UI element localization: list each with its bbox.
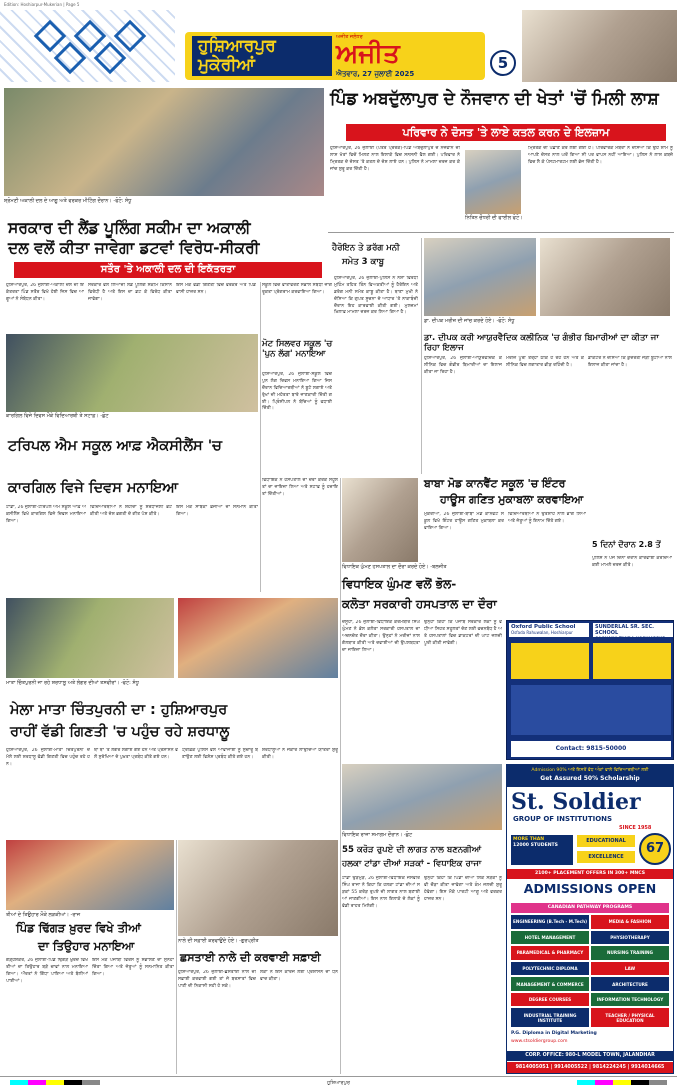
quote-box (332, 238, 416, 274)
ad-phones: 9814005051 | 9914005522 | 9814224245 | 9914014665 (507, 1062, 673, 1073)
headline-land-2: ਦਲ ਵਲੋਂ ਕੀਤਾ ਜਾਵੇਗਾ ਡਟਵਾਂ ਵਿਰੋਧ-ਸੀਕਰੀ (8, 239, 260, 257)
ad-placement: 2100+ PLACEMENT OFFERS IN 300+ MNCS (507, 869, 673, 879)
footer-label: ਹੁਸ਼ਿਆਰਪੁਰ (327, 1080, 350, 1086)
ad-years-badge: 67 (639, 833, 671, 865)
ad-canadian: CANADIAN PATHWAY PROGRAMS (511, 903, 669, 913)
photo-mela-2 (178, 598, 338, 678)
ad-school-right-sub: GAGHANA TANDA HOSHIARPUR (595, 636, 666, 641)
ad-tag-1: EDUCATIONAL (577, 835, 635, 847)
body-kargil-3: ਇਸ ਮੌਕੇ ਸਾਬਕਾ ਫ਼ੌਜੀਆਂ ਦਾ ਸਨਮਾਨ ਕੀਤਾ ਗਿਆ। (176, 505, 258, 517)
ad-more: MORE THAN (513, 837, 545, 842)
caption-clinic: ਡਾ. ਦੀਪਕ ਮਰੀਜ਼ ਦੀ ਜਾਂਚ ਕਰਦੇ ਹੋਏ। -ਫੋਟੋ: ਸੰਧੂ (424, 318, 515, 324)
headline-tree: ਮੋਟ ਸਿਲਵਰ ਸਕੂਲ 'ਚ 'ਪੁਨ ਲੱਗ' ਮਨਾਇਆ (262, 339, 333, 359)
body-road-1: ਟਾਂਡਾ ਉੜਮੁੜ, 26 ਜੁਲਾਈ-ਵਿਧਾਇਕ ਜਸਵੀਰ ਸਿੰਘ ਰਾਜਾ ਨੇ ਕਿਹਾ ਕਿ ਹਲਕਾ ਟਾਂਡਾ ਦੀਆਂ ਸੜਕਾਂ 55 ਕਰੋੜ ਰੁਪਏ ਦੀ ਲਾਗਤ ਨਾਲ ਬਣਾਈਆਂ ਜਾਣਗੀਆਂ। ਇਸ ਨਾਲ ਇਲਾਕੇ ਦੇ ਲੋਕਾਂ ਨੂੰ ਵੱਡੀ ਰਾਹਤ ਮਿਲੇਗੀ। (342, 876, 420, 909)
body-land-2: ਸਰਕਾਰ ਵਲੋਂ ਲਿਆਂਦੀ ਲੈਂਡ ਪੂਲਿੰਗ ਸਕੀਮ ਕਿਸਾਨ ਵਿਰੋਧੀ ਹੈ ਅਤੇ ਇਸ ਦਾ ਡਟ ਕੇ ਵਿਰੋਧ ਕੀਤਾ ਜਾਵੇਗਾ। (88, 283, 172, 302)
body-lash-1: ਹੁਸ਼ਿਆਰਪੁਰ, 26 ਜੁਲਾਈ (ਪੱਤਰ ਪ੍ਰੇਰਕ)-ਪਿੰਡ ਅਬਦੁੱਲਾਪੁਰ ਦੇ ਨੌਜਵਾਨ ਦੀ ਲਾਸ਼ ਖੇਤਾਂ ਵਿਚੋਂ ਮਿਲਣ ਨਾਲ ਇਲਾਕੇ ਵਿਚ ਸਨਸਨੀ ਫੈਲ ਗਈ। ਪਰਿਵਾਰ ਨੇ ਮ੍ਰਿਤਕ ਦੇ ਦੋਸਤ 'ਤੇ ਕਤਲ ਦੇ ਦੋਸ਼ ਲਾਏ ਹਨ। ਪੁਲਿਸ ਨੇ ਮਾਮਲਾ ਦਰਜ ਕਰ ਕੇ ਜਾਂਚ ਸ਼ੁਰੂ ਕਰ ਦਿੱਤੀ ਹੈ। (330, 146, 460, 172)
subhead-lash: ਪਰਿਵਾਰ ਨੇ ਦੋਸਤ 'ਤੇ ਲਾਏ ਕਤਲ ਕਰਨ ਦੇ ਇਲਜ਼ਾਮ (346, 124, 666, 141)
ad-course-item: PHYSIOTHERAPY (591, 931, 669, 945)
photo-clinic-1 (424, 238, 536, 316)
region-line-1: ਹੁਸ਼ਿਆਰਪੁਰ (198, 36, 276, 56)
ad-course-item: INDUSTRIAL TRAINING INSTITUTE (511, 1008, 589, 1027)
headline-road-1: 55 ਕਰੋੜ ਰੁਪਏ ਦੀ ਲਾਗਤ ਨਾਲ ਬਣਨਗੀਆਂ (342, 845, 482, 855)
issue-date: ਐਤਵਾਰ, 27 ਜੁਲਾਈ 2025 (336, 70, 415, 78)
caption-vidhayak: ਵਿਧਾਇਕ ਘੁੰਮਣ ਹਸਪਤਾਲ ਦਾ ਦੌਰਾ ਕਰਦੇ ਹੋਏ। -ਬਲਜੀਤ (342, 564, 447, 570)
body-land-3: ਇਸ ਮੌਕੇ ਵੱਡੀ ਗਿਣਤੀ ਵਿਚ ਵਰਕਰ ਅਤੇ ਪਿੰਡ ਵਾਸੀ ਹਾਜ਼ਰ ਸਨ। (176, 283, 256, 295)
headline-kargil-1: ਟਰਿਪਲ ਐਮ ਸਕੂਲ ਆਫ਼ ਐਕਸੀਲੈਂਸ 'ਚ (8, 438, 222, 454)
ad-title: St. Soldier (511, 789, 641, 815)
body-nala-2: ਲੋਕਾਂ ਨੇ ਇਸ ਕਾਰਜ ਲਈ ਪ੍ਰਸ਼ਾਸਨ ਦਾ ਧੰਨਵਾਦ ਕੀਤਾ। (260, 970, 338, 982)
body-heroin: ਹੁਸ਼ਿਆਰਪੁਰ, 26 ਜੁਲਾਈ-ਪੁਲਿਸ ਨੇ ਨਸ਼ਾ ਵਿਰੋਧੀ ਮੁਹਿੰਮ ਤਹਿਤ ਤਿੰਨ ਵਿਅਕਤੀਆਂ ਨੂੰ ਹੈਰੋਇਨ ਅਤੇ ਡਰੱਗ ਮਨੀ ਸਮੇਤ ਕਾਬੂ ਕੀਤਾ ਹੈ। ਥਾਣਾ ਮੁਖੀ ਨੇ ਦੱਸਿਆ ਕਿ ਗੁਪਤ ਸੂਚਨਾ ਦੇ ਆਧਾਰ 'ਤੇ ਨਾਕਾਬੰਦੀ ਦੌਰਾਨ ਇਹ ਕਾਰਵਾਈ ਕੀਤੀ ਗਈ। ਮੁਲਜ਼ਮਾਂ ਖ਼ਿਲਾਫ਼ ਮਾਮਲਾ ਦਰਜ ਕਰ ਲਿਆ ਗਿਆ ਹੈ। (334, 276, 418, 316)
ad-course-item: HOTEL MANAGEMENT (511, 931, 589, 945)
ad-course-item: DEGREE COURSES (511, 993, 589, 1007)
ad-school-title: Oxford Public School (511, 624, 576, 630)
body-health-1: ਹੁਸ਼ਿਆਰਪੁਰ, 26 ਜੁਲਾਈ-ਆਯੁਰਵੈਦਿਕ ਕਲੀਨਿਕ ਵਿਚ ਗੰਭੀਰ ਬਿਮਾਰੀਆਂ ਦਾ ਇਲਾਜ ਕੀਤਾ ਜਾ ਰਿਹਾ ਹੈ। (424, 356, 502, 375)
body-mela-2: ਥਾਂ ਥਾਂ 'ਤੇ ਲੰਗਰ ਲਗਾਏ ਗਏ ਹਨ ਅਤੇ ਪ੍ਰਸ਼ਾਸਨ ਵਲੋਂ ਸੁਰੱਖਿਆ ਦੇ ਪੁਖ਼ਤਾ ਪ੍ਰਬੰਧ ਕੀਤੇ ਗਏ ਹਨ। (94, 748, 178, 760)
headline-lash: ਪਿੰਡ ਅਬਦੁੱਲਾਪੁਰ ਦੇ ਨੌਜਵਾਨ ਦੀ ਖੇਤਾਂ 'ਚੋਂ ਮਿਲੀ ਲਾਸ਼ (330, 89, 659, 109)
headline-nala: ਛਸਤਾਈ ਨਾਲੇ ਦੀ ਕਰਵਾਈ ਸਫ਼ਾਈ (180, 951, 321, 964)
ad-course-grid (511, 915, 669, 1027)
color-registration-strip (10, 1080, 100, 1085)
headline-vidhayak-2: ਕਲੋਤਾ ਸਰਕਾਰੀ ਹਸਪਤਾਲ ਦਾ ਦੌਰਾ (342, 597, 497, 611)
ad-scholarship: Get Assured 50% Scholarship (540, 775, 640, 783)
body-baba-2: ਵਿਦਿਆਰਥੀਆਂ ਨੇ ਉਤਸ਼ਾਹ ਨਾਲ ਭਾਗ ਲਿਆ ਅਤੇ ਜੇਤੂਆਂ ਨੂੰ ਇਨਾਮ ਦਿੱਤੇ ਗਏ। (508, 512, 586, 524)
ad-banner-line: Admission 90% ਅਤੇ ਇਸਤੋਂ ਵੱਧ ਅੰਕਾਂ ਵਾਲੇ ਵਿਦਿਆਰਥੀਆਂ ਲਈ (531, 768, 649, 773)
print-meta: Edition: Hoshiarpur-Mukerian | Page 5 (4, 2, 80, 7)
caption-road: ਵਿਧਾਇਕ ਰਾਜਾ ਸਮਾਗਮ ਦੌਰਾਨ। -ਛੋਟ (342, 832, 413, 838)
headline-baba-2: ਹਾਊਸ ਗਣਿਤ ਮੁਕਾਬਲਾ ਕਰਵਾਇਆ (440, 493, 584, 506)
ad-course-item: POLYTECHNIC DIPLOMA (511, 962, 589, 976)
photo-gathering (4, 88, 324, 196)
photo-mela-1 (6, 598, 174, 678)
ad-school-right (593, 623, 673, 641)
body-nala-1: ਹੁਸ਼ਿਆਰਪੁਰ, 26 ਜੁਲਾਈ-ਛਸਤਾਈ ਨਾਲੇ ਦੀ ਸਫ਼ਾਈ ਕਰਵਾਈ ਗਈ ਤਾਂ ਜੋ ਬਰਸਾਤਾਂ ਵਿਚ ਪਾਣੀ ਦੀ ਨਿਕਾਸੀ ਸਹੀ ਹੋ ਸਕੇ। (178, 970, 256, 989)
ad-school-contact: Contact: 9815-50000 (511, 741, 671, 757)
body-mid-center: ਵਿਧਾਇਕ ਨੇ ਹਸਪਤਾਲ ਦਾ ਦੌਰਾ ਕਰਕੇ ਸਹੂਲਤਾਂ ਦਾ ਜਾਇਜ਼ਾ ਲਿਆ ਅਤੇ ਸਟਾਫ਼ ਨੂੰ ਹਦਾਇਤਾਂ ਦਿੱਤੀਆਂ। (262, 478, 338, 497)
ad-school-address: Osfada Rahuwalan, Hoshiarpur (511, 630, 573, 635)
ad-web: www.stsoldiergroup.com (511, 1039, 568, 1044)
body-lash-2: ਮ੍ਰਿਤਕ ਦੀ ਪਛਾਣ ਕਰ ਲਈ ਗਈ ਹੈ। ਪਰਿਵਾਰਕ ਮੈਂਬਰਾਂ ਨੇ ਦੱਸਿਆ ਕਿ ਉਹ ਸ਼ਾਮ ਨੂੰ ਆਪਣੇ ਦੋਸਤ ਨਾਲ ਘਰੋਂ ਗਿਆ ਸੀ ਪਰ ਵਾਪਸ ਨਹੀਂ ਆਇਆ। ਪੁਲਿਸ ਨੇ ਲਾਸ਼ ਕਬਜ਼ੇ ਵਿਚ ਲੈ ਕੇ ਪੋਸਟਮਾਰਟਮ ਲਈ ਭੇਜ ਦਿੱਤੀ ਹੈ। (528, 146, 673, 165)
ad-school-box-left (511, 643, 589, 679)
body-baba-3: ਪੁਲਿਸ ਨੇ ਪੰਜ ਦਿਨਾਂ ਦੌਰਾਨ ਕਾਰਵਾਈ ਕਰਦਿਆਂ ਕਈ ਮਾਮਲੇ ਦਰਜ ਕੀਤੇ। (592, 556, 672, 568)
body-tree: ਹੁਸ਼ਿਆਰਪੁਰ, 26 ਜੁਲਾਈ-ਸਕੂਲ ਵਿਚ ਪੁਨ ਲੱਗ ਦਿਵਸ ਮਨਾਇਆ ਗਿਆ ਜਿਸ ਦੌਰਾਨ ਵਿਦਿਆਰਥੀਆਂ ਨੇ ਬੂਟੇ ਲਗਾਏ ਅਤੇ ਰੁੱਖਾਂ ਦੀ ਮਹੱਤਤਾ ਬਾਰੇ ਜਾਣਕਾਰੀ ਦਿੱਤੀ ਗਈ। ਪ੍ਰਿੰਸੀਪਲ ਨੇ ਬੱਚਿਆਂ ਨੂੰ ਵਧਾਈ ਦਿੱਤੀ। (262, 372, 332, 412)
caption-teeyan: ਤੀਆਂ ਦੇ ਤਿਉਹਾਰ ਮੌਕੇ ਲੜਕੀਆਂ। -ਰਾਜ (6, 912, 81, 918)
body-land-1: ਹੁਸ਼ਿਆਰਪੁਰ, 26 ਜੁਲਾਈ-ਅਕਾਲੀ ਦਲ ਦੀ ਇਕੱਤਰਤਾ ਪਿੰਡ ਸਤੌਰ ਵਿਖੇ ਹੋਈ ਜਿਸ ਵਿਚ ਆਗੂਆਂ ਨੇ ਸੰਬੋਧਨ ਕੀਤਾ। (6, 283, 84, 302)
body-teeyan-1: ਗੜ੍ਹਸ਼ੰਕਰ, 26 ਜੁਲਾਈ-ਪਿੰਡ ਢਿੱਗੜ ਖ਼ੁਰਦ ਵਿਖੇ ਤੀਆਂ ਦਾ ਤਿਉਹਾਰ ਬੜੇ ਚਾਵਾਂ ਨਾਲ ਮਨਾਇਆ ਗਿਆ। ਔਰਤਾਂ ਨੇ ਗਿੱਧਾ ਪਾਇਆ ਅਤੇ ਬੋਲੀਆਂ ਪਾਈਆਂ। (6, 958, 88, 984)
ad-office: CORP. OFFICE: 980-L MODEL TOWN, JALANDHAR (507, 1051, 673, 1061)
body-kargil-2: ਵਿਦਿਆਰਥੀਆਂ ਨੇ ਸ਼ਹੀਦਾਂ ਨੂੰ ਸ਼ਰਧਾਂਜਲੀ ਭੇਟ ਕੀਤੀ ਅਤੇ ਦੇਸ਼ ਭਗਤੀ ਦੇ ਗੀਤ ਪੇਸ਼ ਕੀਤੇ। (90, 505, 172, 517)
ad-course-item: TEACHER / PHYSICAL EDUCATION (591, 1008, 669, 1027)
ad-course-item: ENGINEERING (B.Tech - M.Tech) (511, 915, 589, 929)
caption-victim: ਨਿਤਿਨ ਚੌਧਰੀ ਦੀ ਫਾਈਲ ਫੋਟੋ। (465, 215, 523, 221)
ad-course-item: INFORMATION TECHNOLOGY (591, 993, 669, 1007)
body-health-2: ਮਰੀਜ਼ ਪੂਰੀ ਤਰ੍ਹਾਂ ਠੀਕ ਹੋ ਰਹੇ ਹਨ ਅਤੇ ਕਲੀਨਿਕ ਵਿਚ ਲਗਾਤਾਰ ਭੀੜ ਰਹਿੰਦੀ ਹੈ। (506, 356, 584, 368)
headline-teeyan-2: ਦਾ ਤਿਉਹਾਰ ਮਨਾਇਆ (38, 939, 135, 953)
ad-school (506, 620, 674, 760)
ad-course-item: ARCHITECTURE (591, 977, 669, 991)
paper-name: ਅਜੀਤ (336, 39, 400, 69)
body-health-3: ਡਾਕਟਰ ਨੇ ਦੱਸਿਆ ਕਿ ਕੁਦਰਤੀ ਜੜੀ ਬੂਟੀਆਂ ਨਾਲ ਇਲਾਜ ਕੀਤਾ ਜਾਂਦਾ ਹੈ। (588, 356, 672, 368)
paper-small: ਅਜੀਤ ਜਲੰਧਰ (336, 34, 363, 40)
ad-school-right-title: SUNDERLAL SR. SEC. SCHOOL (595, 624, 655, 636)
ad-course-item: PARAMEDICAL & PHARMACY (511, 946, 589, 960)
ad-school-name (509, 623, 589, 637)
ad-diploma: P.G. Diploma in Digital Marketing (511, 1031, 597, 1036)
caption-nala: ਨਾਲੇ ਦੀ ਸਫ਼ਾਈ ਕਰਵਾਉਂਦੇ ਹੋਏ। -ਗੁਰਪ੍ਰੀਤ (178, 938, 259, 944)
headline-kargil-2: ਕਾਰਗਿਲ ਵਿਜੇ ਦਿਵਸ ਮਨਾਇਆ (8, 480, 179, 496)
headline-teeyan-1: ਪਿੰਡ ਢਿੱਗੜ ਖ਼ੁਰਦ ਵਿਖੇ ਤੀਆਂ (16, 921, 141, 935)
masthead (0, 10, 677, 82)
ad-banner (507, 765, 673, 787)
photo-teeyan (6, 840, 174, 910)
body-mela-3: ਟ੍ਰੈਫ਼ਿਕ ਪੁਲਿਸ ਵਲੋਂ ਆਵਾਜਾਈ ਨੂੰ ਸੁਚਾਰੂ ਬਣਾਉਣ ਲਈ ਵਿਸ਼ੇਸ਼ ਪ੍ਰਬੰਧ ਕੀਤੇ ਗਏ ਹਨ। (182, 748, 258, 760)
ad-course-item: NURSING TRAINING (591, 946, 669, 960)
ad-st-soldier (506, 764, 674, 1074)
body-mela-4: ਸ਼ਰਧਾਲੂਆਂ ਨੇ ਜੈਕਾਰੇ ਲਾਉਂਦਿਆਂ ਯਾਤਰਾ ਸ਼ੁਰੂ ਕੀਤੀ। (262, 748, 338, 760)
ad-subtitle: GROUP OF INSTITUTIONS (513, 815, 613, 823)
headline-baba-1: ਬਾਬਾ ਮੋਡ ਕਾਨਵੈਂਟ ਸਕੂਲ 'ਚ ਇੰਟਰ (424, 477, 566, 490)
ad-course-item: MEDIA & FASHION (591, 915, 669, 929)
subhead-land: ਸਤੌਰ 'ਤੇ ਅਕਾਲੀ ਦਲ ਦੀ ਇਕੱਤਰਤਾ (14, 262, 322, 278)
body-mela-1: ਹੁਸ਼ਿਆਰਪੁਰ, 26 ਜੁਲਾਈ-ਮਾਤਾ ਚਿੰਤਪੁਰਨੀ ਦੇ ਮੇਲੇ ਲਈ ਸ਼ਰਧਾਲੂ ਵੱਡੀ ਗਿਣਤੀ ਵਿਚ ਪਹੁੰਚ ਰਹੇ ਹਨ। (6, 748, 90, 767)
photo-vidhayak (342, 478, 418, 562)
body-vidhayak-2: ਉਨ੍ਹਾਂ ਕਿਹਾ ਕਿ ਪੰਜਾਬ ਸਰਕਾਰ ਲੋਕਾਂ ਨੂੰ ਵਧੀਆ ਸਿਹਤ ਸਹੂਲਤਾਂ ਦੇਣ ਲਈ ਵਚਨਬੱਧ ਹੈ ਅਤੇ ਹਸਪਤਾਲਾਂ ਵਿਚ ਡਾਕਟਰਾਂ ਦੀ ਘਾਟ ਜਲਦੀ ਪੂਰੀ ਕੀਤੀ ਜਾਵੇਗੀ। (424, 620, 502, 646)
footer (0, 1076, 677, 1089)
quote-2: ਸਮੇਤ 3 ਕਾਬੂ (342, 257, 385, 267)
quote-1: ਹੈਰੋਇਨ ਤੇ ਡਰੱਗ ਮਨੀ (332, 243, 400, 253)
ad-tag-2: EXCELLENCE (577, 851, 635, 863)
photo-clinic-2 (540, 238, 670, 316)
body-baba-1: ਮੁਕੇਰੀਆਂ, 26 ਜੁਲਾਈ-ਬਾਬਾ ਮੋਡ ਕਾਨਵੈਂਟ ਸਕੂਲ ਵਿਖੇ ਇੰਟਰ ਹਾਊਸ ਗਣਿਤ ਮੁਕਾਬਲਾ ਕਰਵਾਇਆ ਗਿਆ। (424, 512, 504, 531)
headline-mela-1: ਮੇਲਾ ਮਾਤਾ ਚਿੰਤਪੁਰਨੀ ਦਾ : ਹੁਸ਼ਿਆਰਪੁਰ (10, 702, 228, 718)
region-line-2: ਮੁਕੇਰੀਆਂ (198, 55, 255, 75)
headline-land-1: ਸਰਕਾਰ ਦੀ ਲੈਂਡ ਪੂਲਿੰਗ ਸਕੀਮ ਦਾ ਅਕਾਲੀ (8, 219, 251, 237)
headline-mela-2: ਰਾਹੀਂ ਵੱਡੀ ਗਿਣਤੀ 'ਚ ਪਹੁੰਚ ਰਹੇ ਸ਼ਰਧਾਲੂ (10, 724, 230, 740)
photo-kargil (6, 334, 258, 412)
body-vidhayak-1: ਦਸੂਹਾ, 26 ਜੁਲਾਈ-ਵਿਧਾਇਕ ਕਰਮਬੀਰ ਸਿੰਘ ਘੁੰਮਣ ਨੇ ਭੋਲ ਕਲੋਤਾ ਸਰਕਾਰੀ ਹਸਪਤਾਲ ਦਾ ਅਚਨਚੇਤ ਦੌਰਾ ਕੀਤਾ। ਉਨ੍ਹਾਂ ਨੇ ਮਰੀਜ਼ਾਂ ਨਾਲ ਗੱਲਬਾਤ ਕੀਤੀ ਅਤੇ ਦਵਾਈਆਂ ਦੀ ਉਪਲਬਧਤਾ ਦਾ ਜਾਇਜ਼ਾ ਲਿਆ। (342, 620, 420, 653)
caption-gathering: ਸ਼੍ਰੋਮਣੀ ਅਕਾਲੀ ਦਲ ਦੇ ਆਗੂ ਅਤੇ ਵਰਕਰ ਮੀਟਿੰਗ ਦੌਰਾਨ। -ਫੋਟੋ: ਸੰਧੂ (4, 198, 132, 204)
photo-victim (465, 150, 521, 214)
quote-3: 5 ਦਿਨਾਂ ਦੌਰਾਨ 2.8 ਤੋਂ (592, 540, 661, 549)
region-title (192, 36, 332, 76)
ad-school-body (511, 685, 671, 735)
body-road-2: ਉਨ੍ਹਾਂ ਕਿਹਾ ਕਿ ਪਿੰਡਾਂ ਦੀਆਂ ਲਿੰਕ ਸੜਕਾਂ ਨੂੰ ਵੀ ਚੌੜਾ ਕੀਤਾ ਜਾਵੇਗਾ ਅਤੇ ਕੰਮ ਜਲਦੀ ਸ਼ੁਰੂ ਹੋਵੇਗਾ। ਇਸ ਮੌਕੇ ਪਾਰਟੀ ਆਗੂ ਅਤੇ ਵਰਕਰ ਹਾਜ਼ਰ ਸਨ। (424, 876, 502, 902)
page-number: 5 (490, 50, 516, 76)
headline-vidhayak-1: ਵਿਧਾਇਕ ਘੁੰਮਣ ਵਲੋਂ ਭੋਲ- (342, 577, 457, 591)
ad-students-box (511, 835, 573, 865)
ad-since: SINCE 1958 (619, 825, 652, 831)
caption-kargil: ਕਾਰਗਿਲ ਵਿਜੇ ਦਿਵਸ ਮੌਕੇ ਵਿਦਿਆਰਥੀ ਤੇ ਸਟਾਫ਼। -ਛੋਟ (6, 413, 109, 419)
photo-road (342, 764, 502, 830)
ornament-icon (30, 16, 150, 76)
ad-course-item: MANAGEMENT & COMMERCE (511, 977, 589, 991)
color-registration-strip-right (577, 1080, 667, 1085)
ad-school-box-right (593, 643, 671, 679)
ad-students: 12000 STUDENTS (513, 843, 558, 849)
photo-nala (178, 840, 338, 936)
headline-road-2: ਹਲਕਾ ਟਾਂਡਾ ਦੀਆਂ ਸੜਕਾਂ - ਵਿਧਾਇਕ ਰਾਜਾ (342, 859, 482, 869)
masthead-photo-right (522, 10, 677, 82)
ad-course-item: LAW (591, 962, 669, 976)
headline-health: ਡਾ. ਦੀਪਕ ਕਰੀ ਆਯੁਰਵੈਦਿਕ ਕਲੀਨਿਕ 'ਚ ਗੰਭੀਰ ਬਿਮਾਰੀਆਂ ਦਾ ਕੀਤਾ ਜਾ ਰਿਹਾ ਇਲਾਜ (424, 333, 659, 353)
body-kargil-1: ਟਾਂਡਾ, 26 ਜੁਲਾਈ-ਟਰਿਪਲ ਐਮ ਸਕੂਲ ਆਫ਼ ਐਕਸੀਲੈਂਸ ਵਿਖੇ ਕਾਰਗਿਲ ਵਿਜੇ ਦਿਵਸ ਮਨਾਇਆ ਗਿਆ। (6, 505, 86, 524)
body-teeyan-2: ਇਸ ਮੌਕੇ ਪੰਜਾਬੀ ਵਿਰਸੇ ਨੂੰ ਸੰਭਾਲਣ ਦਾ ਸੁਨੇਹਾ ਦਿੱਤਾ ਗਿਆ ਅਤੇ ਜੇਤੂਆਂ ਨੂੰ ਸਨਮਾਨਿਤ ਕੀਤਾ ਗਿਆ। (92, 958, 174, 977)
body-tree-col-1: ਸਕੂਲ ਵਿਚ ਵਾਤਾਵਰਣ ਸੰਭਾਲ ਸਬੰਧੀ ਜਾਗਰੂਕਤਾ ਪ੍ਰੋਗਰਾਮ ਕਰਵਾਇਆ ਗਿਆ। (262, 283, 332, 295)
caption-mela: ਮਾਤਾ ਚਿੰਤਪੁਰਨੀ ਜਾ ਰਹੇ ਸ਼ਰਧਾਲੂ ਅਤੇ ਲੰਗਰ ਦੀਆਂ ਤਸਵੀਰਾਂ। -ਫੋਟੋ: ਸੰਧੂ (6, 680, 139, 686)
ad-admissions: ADMISSIONS OPEN (523, 881, 657, 896)
